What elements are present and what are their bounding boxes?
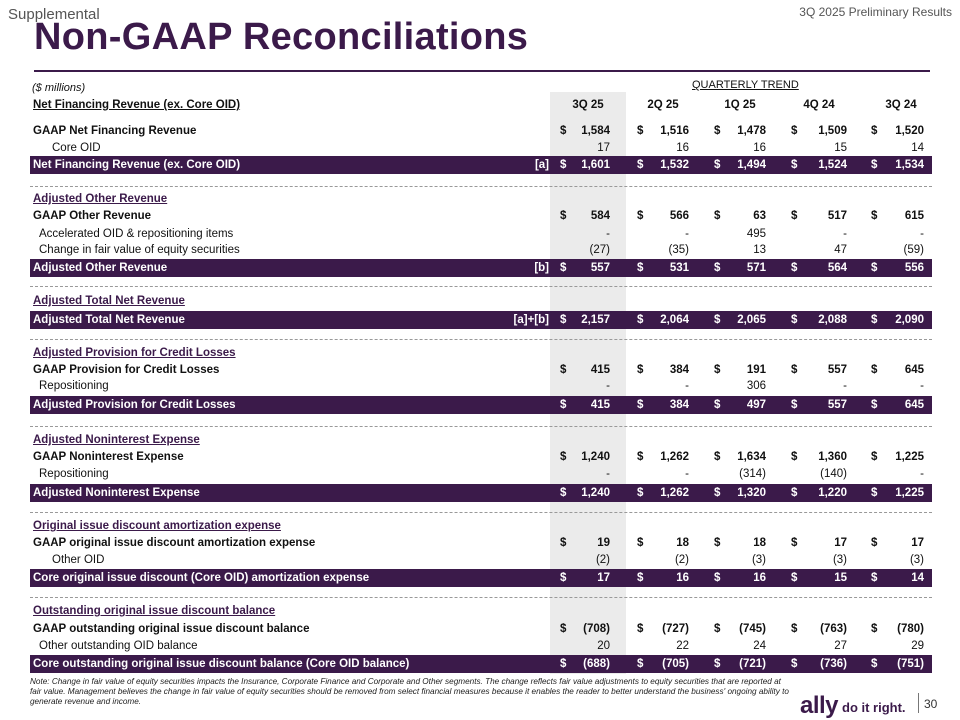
table-cell: 18 xyxy=(676,537,689,549)
table-cell: 13 xyxy=(753,244,766,256)
row-label: Accelerated OID & repositioning items xyxy=(39,228,234,240)
table-cell: - xyxy=(685,468,689,480)
page-title: Non-GAAP Reconciliations xyxy=(34,16,529,58)
table-cell: 2,090 xyxy=(895,314,924,326)
table-cell: (763) xyxy=(820,623,847,635)
row-label: Other outstanding OID balance xyxy=(39,640,198,652)
dollar-sign: $ xyxy=(714,210,721,222)
table-cell: (140) xyxy=(820,468,847,480)
table-cell: 557 xyxy=(590,262,610,274)
dollar-sign: $ xyxy=(637,487,644,499)
table-cell: 16 xyxy=(676,572,689,584)
table-cell: - xyxy=(920,380,924,392)
table-cell: (27) xyxy=(589,244,610,256)
dollar-sign: $ xyxy=(637,210,644,222)
table-cell: 566 xyxy=(669,210,689,222)
table-cell: 63 xyxy=(753,210,766,222)
table-header-row xyxy=(30,96,932,114)
dollar-sign: $ xyxy=(791,210,798,222)
table-cell: 384 xyxy=(669,399,689,411)
dollar-sign: $ xyxy=(560,210,567,222)
dollar-sign: $ xyxy=(560,537,567,549)
dollar-sign: $ xyxy=(637,364,644,376)
dollar-sign: $ xyxy=(560,159,567,171)
dollar-sign: $ xyxy=(791,451,798,463)
table-cell: (721) xyxy=(739,658,766,670)
table-cell: 2,088 xyxy=(818,314,847,326)
row-label: GAAP Other Revenue xyxy=(33,210,152,222)
dollar-sign: $ xyxy=(714,364,721,376)
section-divider xyxy=(30,186,932,187)
dollar-sign: $ xyxy=(791,623,798,635)
table-cell: 47 xyxy=(834,244,847,256)
table-cell: (2) xyxy=(595,554,610,566)
section-divider xyxy=(30,597,932,598)
table-cell: 584 xyxy=(590,210,610,222)
table-row xyxy=(30,448,932,466)
row-label: Core outstanding original issue discount balance (Core OID balance) xyxy=(33,658,410,670)
table-cell: (35) xyxy=(668,244,689,256)
table-row xyxy=(30,377,932,395)
total-row xyxy=(30,484,932,502)
row-label: Repositioning xyxy=(39,468,109,480)
table-cell: (751) xyxy=(897,658,924,670)
dollar-sign: $ xyxy=(871,658,878,670)
dollar-sign: $ xyxy=(560,399,567,411)
dollar-sign: $ xyxy=(714,125,721,137)
table-cell: (2) xyxy=(674,554,689,566)
row-label: GAAP outstanding original issue discount balance xyxy=(33,623,310,635)
table-cell: 1,240 xyxy=(581,451,610,463)
total-row xyxy=(30,396,932,414)
table-cell: 306 xyxy=(746,380,766,392)
dollar-sign: $ xyxy=(871,451,878,463)
dollar-sign: $ xyxy=(871,487,878,499)
table-cell: 495 xyxy=(746,228,766,240)
table-cell: 517 xyxy=(827,210,847,222)
table-cell: 645 xyxy=(904,399,924,411)
table-cell: 29 xyxy=(911,640,924,652)
table-cell: 1,601 xyxy=(581,159,610,171)
table-cell: 384 xyxy=(669,364,689,376)
total-row xyxy=(30,655,932,673)
dollar-sign: $ xyxy=(871,399,878,411)
row-label: Net Financing Revenue (ex. Core OID) xyxy=(33,99,241,111)
row-reference-tag: [a]+[b] xyxy=(513,314,549,326)
dollar-sign: $ xyxy=(714,262,721,274)
table-cell: 16 xyxy=(753,142,766,154)
dollar-sign: $ xyxy=(560,125,567,137)
dollar-sign: $ xyxy=(871,210,878,222)
table-cell: - xyxy=(843,380,847,392)
dollar-sign: $ xyxy=(871,125,878,137)
table-cell: 645 xyxy=(904,364,924,376)
tagline: do it right. xyxy=(842,700,906,715)
title-divider xyxy=(34,70,930,72)
row-label: Adjusted Other Revenue xyxy=(33,193,168,205)
table-cell: 415 xyxy=(590,399,610,411)
dollar-sign: $ xyxy=(714,314,721,326)
table-cell: 16 xyxy=(676,142,689,154)
section-divider xyxy=(30,339,932,340)
dollar-sign: $ xyxy=(871,364,878,376)
dollar-sign: $ xyxy=(714,399,721,411)
table-cell: - xyxy=(685,228,689,240)
page-number-divider xyxy=(918,693,919,713)
table-row xyxy=(30,139,932,157)
dollar-sign: $ xyxy=(714,487,721,499)
table-cell: 2,065 xyxy=(737,314,766,326)
table-cell: 531 xyxy=(669,262,689,274)
dollar-sign: $ xyxy=(560,451,567,463)
table-cell: 1,262 xyxy=(660,451,689,463)
dollar-sign: $ xyxy=(791,658,798,670)
table-cell: 19 xyxy=(597,537,610,549)
table-cell: 17 xyxy=(597,142,610,154)
dollar-sign: $ xyxy=(560,623,567,635)
table-cell: (708) xyxy=(583,623,610,635)
table-cell: 1,584 xyxy=(581,125,610,137)
row-label: Repositioning xyxy=(39,380,109,392)
dollar-sign: $ xyxy=(560,314,567,326)
dollar-sign: $ xyxy=(871,572,878,584)
row-label: Outstanding original issue discount balance xyxy=(33,605,276,617)
section-heading-row xyxy=(30,602,932,620)
column-header: 1Q 25 xyxy=(724,99,756,111)
section-heading-row xyxy=(30,431,932,449)
row-label: GAAP Net Financing Revenue xyxy=(33,125,197,137)
table-cell: - xyxy=(606,380,610,392)
dollar-sign: $ xyxy=(560,364,567,376)
table-row xyxy=(30,465,932,483)
table-cell: 15 xyxy=(834,572,847,584)
units-label: ($ millions) xyxy=(32,82,86,94)
total-row xyxy=(30,569,932,587)
table-row xyxy=(30,637,932,655)
row-label: Adjusted Provision for Credit Losses xyxy=(33,399,236,411)
dollar-sign: $ xyxy=(714,451,721,463)
table-cell: 615 xyxy=(904,210,924,222)
table-cell: - xyxy=(606,468,610,480)
dollar-sign: $ xyxy=(560,572,567,584)
column-header: 3Q 25 xyxy=(572,99,604,111)
total-row xyxy=(30,311,932,329)
table-cell: 1,320 xyxy=(737,487,766,499)
dollar-sign: $ xyxy=(637,623,644,635)
table-cell: 571 xyxy=(746,262,766,274)
table-cell: 1,360 xyxy=(818,451,847,463)
table-cell: 17 xyxy=(597,572,610,584)
table-cell: 557 xyxy=(827,399,847,411)
table-cell: 191 xyxy=(746,364,766,376)
row-label: Core OID xyxy=(52,142,101,154)
row-reference-tag: [b] xyxy=(534,262,549,274)
row-label: GAAP Provision for Credit Losses xyxy=(33,364,220,376)
table-cell: 1,524 xyxy=(818,159,847,171)
section-divider xyxy=(30,512,932,513)
dollar-sign: $ xyxy=(714,572,721,584)
table-cell: (705) xyxy=(662,658,689,670)
dollar-sign: $ xyxy=(637,262,644,274)
table-cell: 415 xyxy=(590,364,610,376)
table-cell: 1,240 xyxy=(581,487,610,499)
footnote: Note: Change in fair value of equity securities impacts the Insurance, Corporate Finance and Corporate and Other segments. The change reflects fair value adjustments to equity securities that are reported at fair value. Management believes the change in fair value of equity securities should be removed from select financial measures because it enables the reader to better understand the business' ongoing ability to generate revenue and income. xyxy=(30,677,789,706)
table-cell: (3) xyxy=(751,554,766,566)
table-cell: 15 xyxy=(834,142,847,154)
table-cell: 24 xyxy=(753,640,766,652)
section-heading-row xyxy=(30,517,932,535)
dollar-sign: $ xyxy=(714,159,721,171)
table-cell: 2,064 xyxy=(660,314,689,326)
table-cell: (688) xyxy=(583,658,610,670)
table-cell: 1,520 xyxy=(895,125,924,137)
table-cell: 16 xyxy=(753,572,766,584)
table-cell: 27 xyxy=(834,640,847,652)
table-cell: 1,225 xyxy=(895,451,924,463)
table-cell: 1,220 xyxy=(818,487,847,499)
table-cell: 557 xyxy=(827,364,847,376)
dollar-sign: $ xyxy=(791,159,798,171)
dollar-sign: $ xyxy=(791,487,798,499)
table-cell: 1,225 xyxy=(895,487,924,499)
dollar-sign: $ xyxy=(871,159,878,171)
row-label: GAAP Noninterest Expense xyxy=(33,451,184,463)
row-label: Adjusted Total Net Revenue xyxy=(33,314,185,326)
dollar-sign: $ xyxy=(791,399,798,411)
table-cell: - xyxy=(685,380,689,392)
dollar-sign: $ xyxy=(791,364,798,376)
row-reference-tag: [a] xyxy=(534,159,549,171)
dollar-sign: $ xyxy=(791,262,798,274)
dollar-sign: $ xyxy=(791,537,798,549)
table-cell: (3) xyxy=(909,554,924,566)
table-row xyxy=(30,534,932,552)
section-heading-row xyxy=(30,190,932,208)
table-cell: 1,516 xyxy=(660,125,689,137)
table-cell: 22 xyxy=(676,640,689,652)
column-header: 4Q 24 xyxy=(803,99,835,111)
table-cell: 17 xyxy=(834,537,847,549)
table-cell: 1,532 xyxy=(660,159,689,171)
table-cell: - xyxy=(920,228,924,240)
dollar-sign: $ xyxy=(714,623,721,635)
page-number: 30 xyxy=(924,697,938,711)
table-row xyxy=(30,122,932,140)
row-label: Other OID xyxy=(52,554,105,566)
dollar-sign: $ xyxy=(637,314,644,326)
table-cell: (727) xyxy=(662,623,689,635)
table-cell: 556 xyxy=(904,262,924,274)
section-divider xyxy=(30,426,932,427)
dollar-sign: $ xyxy=(560,487,567,499)
total-row xyxy=(30,259,932,277)
dollar-sign: $ xyxy=(714,658,721,670)
report-label: 3Q 2025 Preliminary Results xyxy=(799,5,952,19)
table-cell: (780) xyxy=(897,623,924,635)
row-label: Net Financing Revenue (ex. Core OID) xyxy=(33,159,241,171)
section-label: Supplemental xyxy=(8,6,100,23)
row-label: Original issue discount amortization expense xyxy=(33,520,281,532)
dollar-sign: $ xyxy=(637,159,644,171)
table-cell: (59) xyxy=(903,244,924,256)
quarterly-trend-label: QUARTERLY TREND xyxy=(692,79,799,91)
table-cell: 20 xyxy=(597,640,610,652)
table-cell: 17 xyxy=(911,537,924,549)
table-cell: - xyxy=(606,228,610,240)
table-cell: (314) xyxy=(739,468,766,480)
table-cell: (3) xyxy=(832,554,847,566)
table-cell: (745) xyxy=(739,623,766,635)
table-cell: 14 xyxy=(911,572,924,584)
section-heading-row xyxy=(30,292,932,310)
table-cell: 18 xyxy=(753,537,766,549)
row-label: Adjusted Noninterest Expense xyxy=(33,487,200,499)
dollar-sign: $ xyxy=(871,623,878,635)
table-cell: 1,478 xyxy=(737,125,766,137)
dollar-sign: $ xyxy=(637,125,644,137)
table-row xyxy=(30,620,932,638)
section-divider xyxy=(30,286,932,287)
table-row xyxy=(30,551,932,569)
row-label: Adjusted Other Revenue xyxy=(33,262,168,274)
table-cell: 1,634 xyxy=(737,451,766,463)
section-heading-row xyxy=(30,344,932,362)
dollar-sign: $ xyxy=(714,537,721,549)
total-row xyxy=(30,156,932,174)
table-cell: 1,534 xyxy=(895,159,924,171)
dollar-sign: $ xyxy=(791,125,798,137)
dollar-sign: $ xyxy=(560,658,567,670)
table-cell: 2,157 xyxy=(581,314,610,326)
row-label: Adjusted Total Net Revenue xyxy=(33,295,185,307)
dollar-sign: $ xyxy=(637,451,644,463)
table-cell: - xyxy=(920,468,924,480)
dollar-sign: $ xyxy=(871,537,878,549)
dollar-sign: $ xyxy=(637,658,644,670)
table-cell: 497 xyxy=(746,399,766,411)
dollar-sign: $ xyxy=(791,314,798,326)
row-label: GAAP original issue discount amortization expense xyxy=(33,537,316,549)
row-label: Change in fair value of equity securities xyxy=(39,244,240,256)
dollar-sign: $ xyxy=(791,572,798,584)
dollar-sign: $ xyxy=(637,399,644,411)
table-cell: (736) xyxy=(820,658,847,670)
row-label: Core original issue discount (Core OID) amortization expense xyxy=(33,572,370,584)
column-header: 2Q 25 xyxy=(647,99,679,111)
table-cell: 1,494 xyxy=(737,159,766,171)
table-cell: 564 xyxy=(827,262,847,274)
table-cell: 14 xyxy=(911,142,924,154)
dollar-sign: $ xyxy=(560,262,567,274)
ally-logo: ally xyxy=(800,692,839,719)
table-cell: 1,509 xyxy=(818,125,847,137)
row-label: Adjusted Noninterest Expense xyxy=(33,434,200,446)
dollar-sign: $ xyxy=(637,537,644,549)
table-cell: - xyxy=(843,228,847,240)
dollar-sign: $ xyxy=(871,262,878,274)
dollar-sign: $ xyxy=(637,572,644,584)
table-row xyxy=(30,241,932,259)
table-cell: 1,262 xyxy=(660,487,689,499)
dollar-sign: $ xyxy=(871,314,878,326)
table-row xyxy=(30,207,932,225)
row-label: Adjusted Provision for Credit Losses xyxy=(33,347,236,359)
column-header: 3Q 24 xyxy=(885,99,917,111)
